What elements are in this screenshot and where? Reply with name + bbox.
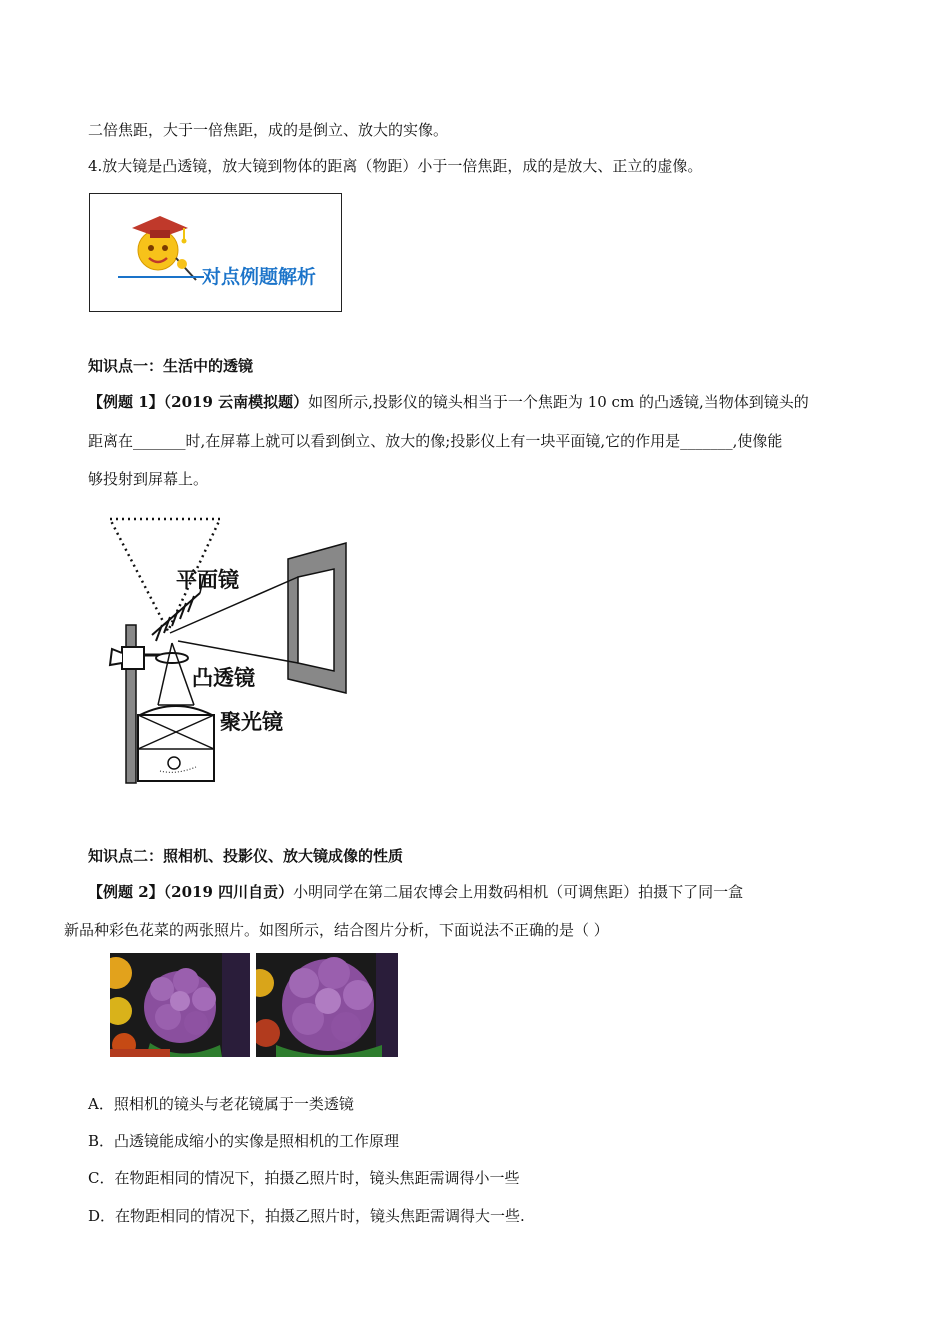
condenser-lens xyxy=(140,706,212,715)
example1-line-1 xyxy=(88,392,809,412)
section1-heading: 知识点一：生活中的透镜 xyxy=(88,357,254,375)
option-c: C．在物距相同的情况下，拍摄乙照片时，镜头焦距需调得小一些 xyxy=(88,1169,520,1187)
example2-tag: 【例题 2】 xyxy=(88,883,164,901)
label-condenser: 聚光镜 xyxy=(220,710,283,734)
option-b: B．凸透镜能成缩小的实像是照相机的工作原理 xyxy=(88,1132,400,1150)
example-banner xyxy=(89,193,342,312)
label-plane-mirror: 平面镜 xyxy=(176,568,239,592)
intro-line-1: 二倍焦距，大于一倍焦距，成的是倒立、放大的实像。 xyxy=(88,121,449,139)
example1-line-2: 距离在_______时,在屏幕上就可以看到倒立、放大的像;投影仪上有一块平面镜,它的作用是_______,使像能 xyxy=(88,432,783,450)
option-d: D．在物距相同的情况下，拍摄乙照片时，镜头焦距需调得大一些. xyxy=(88,1207,525,1225)
example2-source: （2019 四川自贡） xyxy=(163,883,294,901)
example1-text: 如图所示,投影仪的镜头相当于一个焦距为 10 cm 的凸透镜,当物体到镜头的 xyxy=(308,393,809,411)
banner-title: 对点例题解析 xyxy=(202,266,317,288)
section2-heading: 知识点二：照相机、投影仪、放大镜成像的性质 xyxy=(88,847,404,865)
example2-line-1 xyxy=(88,882,743,902)
label-convex-lens: 凸透镜 xyxy=(192,666,255,690)
example1-tag: 【例题 1】 xyxy=(88,393,164,411)
example2-text: 小明同学在第二届农博会上用数码相机（可调焦距）拍摄下了同一盒 xyxy=(293,883,744,901)
example1-source: （2019 云南模拟题） xyxy=(163,393,309,411)
example2-line-2: 新品种彩色花菜的两张照片。如图所示，结合图片分析，下面说法不正确的是（ ） xyxy=(64,921,609,939)
intro-line-2: 4.放大镜是凸透镜，放大镜到物体的距离（物距）小于一倍焦距，成的是放大、正立的虚像。 xyxy=(88,157,703,175)
banner-underline xyxy=(118,276,204,278)
example1-line-3: 够投射到屏幕上。 xyxy=(88,470,209,488)
convex-lens xyxy=(156,653,188,663)
photo-yi xyxy=(256,953,398,1057)
graduate-mascot-icon xyxy=(112,206,202,286)
option-a: A．照相机的镜头与老花镜属于一类透镜 xyxy=(88,1095,354,1113)
projector-box xyxy=(138,715,214,781)
photo-jia xyxy=(110,953,250,1057)
projector-diagram xyxy=(100,513,360,788)
